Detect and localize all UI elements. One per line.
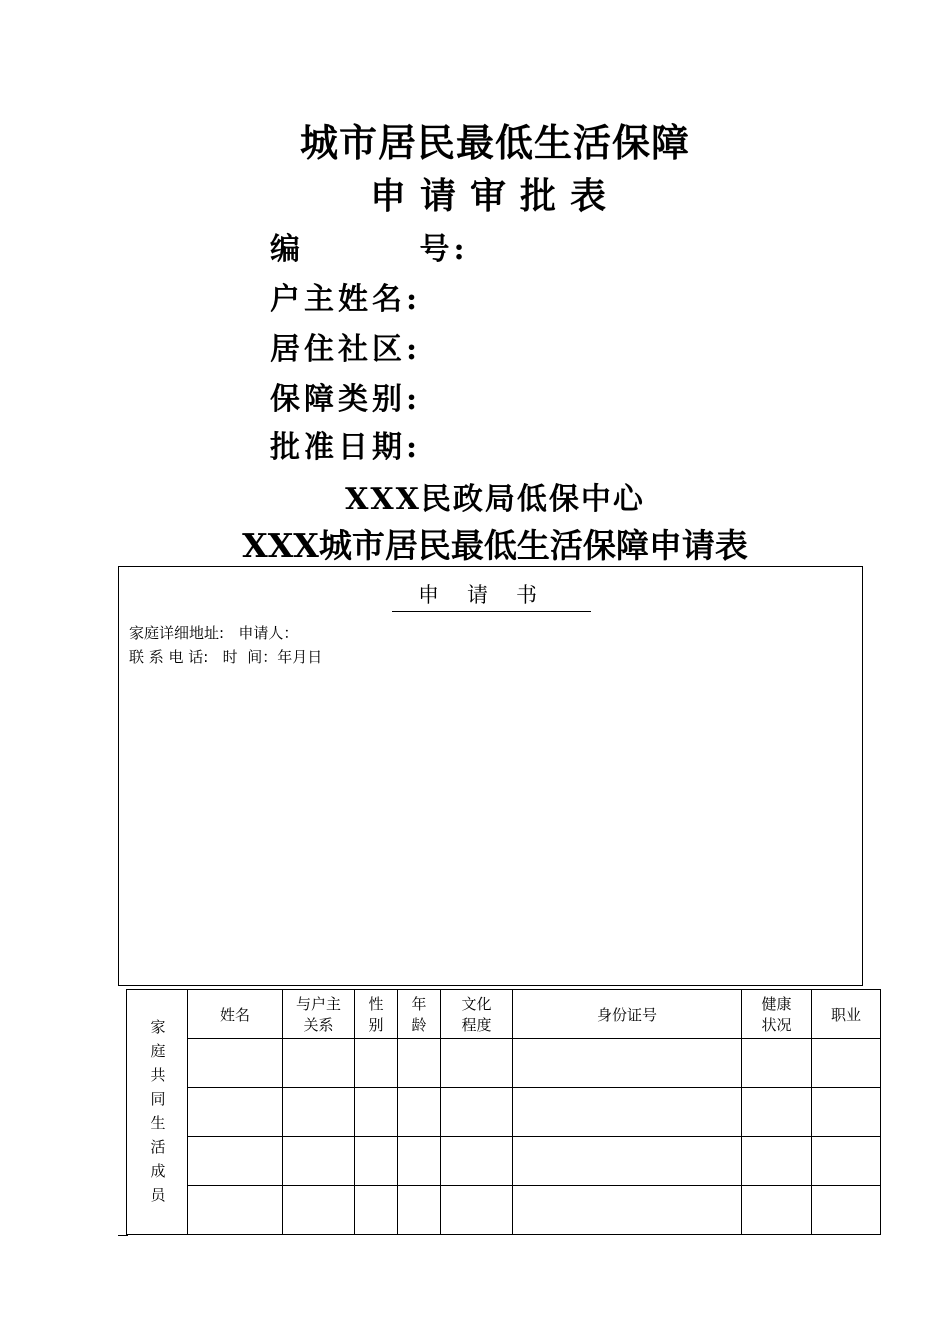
- table-cell[interactable]: [441, 1137, 513, 1186]
- family-members-table: [126, 989, 881, 1235]
- header-gender: 性 别: [355, 990, 398, 1039]
- table-cell[interactable]: [188, 1137, 283, 1186]
- family-members-side-label: 家庭共同生活成员: [127, 990, 188, 1235]
- header-relation: 与户主 关系: [283, 990, 355, 1039]
- table-cell[interactable]: [283, 1186, 355, 1235]
- table-cell[interactable]: [283, 1039, 355, 1088]
- table-cell[interactable]: [283, 1088, 355, 1137]
- header-occupation: 职业: [812, 990, 881, 1039]
- table-cell[interactable]: [513, 1088, 742, 1137]
- table-cell[interactable]: [742, 1186, 812, 1235]
- table-cell[interactable]: [742, 1039, 812, 1088]
- table-cell[interactable]: [742, 1137, 812, 1186]
- table-cell[interactable]: [398, 1137, 441, 1186]
- cover-title-line1: 城市居民最低生活保障: [299, 120, 690, 165]
- table-cell[interactable]: [513, 1137, 742, 1186]
- table-cell[interactable]: [441, 1186, 513, 1235]
- table-cell[interactable]: [355, 1137, 398, 1186]
- table-left-tick: [118, 1235, 128, 1236]
- table-cell[interactable]: [812, 1039, 881, 1088]
- table-cell[interactable]: [188, 1186, 283, 1235]
- form-title: XXX城市居民最低生活保障申请表: [242, 526, 748, 565]
- field-approval-date: 批准日期:: [270, 430, 422, 465]
- header-id-number: 身份证号: [513, 990, 742, 1039]
- application-heading: [119, 579, 864, 612]
- header-education: 文化 程度: [441, 990, 513, 1039]
- table-cell[interactable]: [441, 1088, 513, 1137]
- table-cell[interactable]: [513, 1186, 742, 1235]
- table-cell[interactable]: [398, 1088, 441, 1137]
- table-row: [127, 1186, 881, 1235]
- table-cell[interactable]: [188, 1088, 283, 1137]
- application-letter-box: [118, 566, 863, 986]
- table-cell[interactable]: [283, 1137, 355, 1186]
- table-cell[interactable]: [355, 1088, 398, 1137]
- table-cell[interactable]: [355, 1186, 398, 1235]
- table-cell[interactable]: [398, 1186, 441, 1235]
- table-cell[interactable]: [812, 1186, 881, 1235]
- table-row: [127, 1088, 881, 1137]
- address-applicant-line: 家庭详细地址: 申请人：: [129, 624, 299, 642]
- field-security-category: 保障类别:: [270, 382, 422, 417]
- field-community: 居住社区:: [270, 332, 422, 367]
- table-cell[interactable]: [398, 1039, 441, 1088]
- application-heading-text: 申请书: [392, 579, 591, 612]
- field-serial-number: 编 号:: [270, 232, 469, 267]
- phone-date-line: 联 系 电 话: 时 间：年月日: [129, 648, 323, 666]
- table-cell[interactable]: [513, 1039, 742, 1088]
- table-cell[interactable]: [441, 1039, 513, 1088]
- cover-title-line2: 申请审批表: [369, 175, 620, 217]
- table-row: [127, 1039, 881, 1088]
- table-cell[interactable]: [188, 1039, 283, 1088]
- table-cell[interactable]: [812, 1137, 881, 1186]
- organization-name: XXX民政局低保中心: [345, 482, 645, 517]
- table-cell[interactable]: [742, 1088, 812, 1137]
- header-age: 年 龄: [398, 990, 441, 1039]
- table-header-row: [127, 990, 881, 1039]
- table-cell[interactable]: [812, 1088, 881, 1137]
- field-householder-name: 户主姓名:: [270, 282, 422, 317]
- table-row: [127, 1137, 881, 1186]
- header-name: 姓名: [188, 990, 283, 1039]
- header-health: 健康 状况: [742, 990, 812, 1039]
- table-cell[interactable]: [355, 1039, 398, 1088]
